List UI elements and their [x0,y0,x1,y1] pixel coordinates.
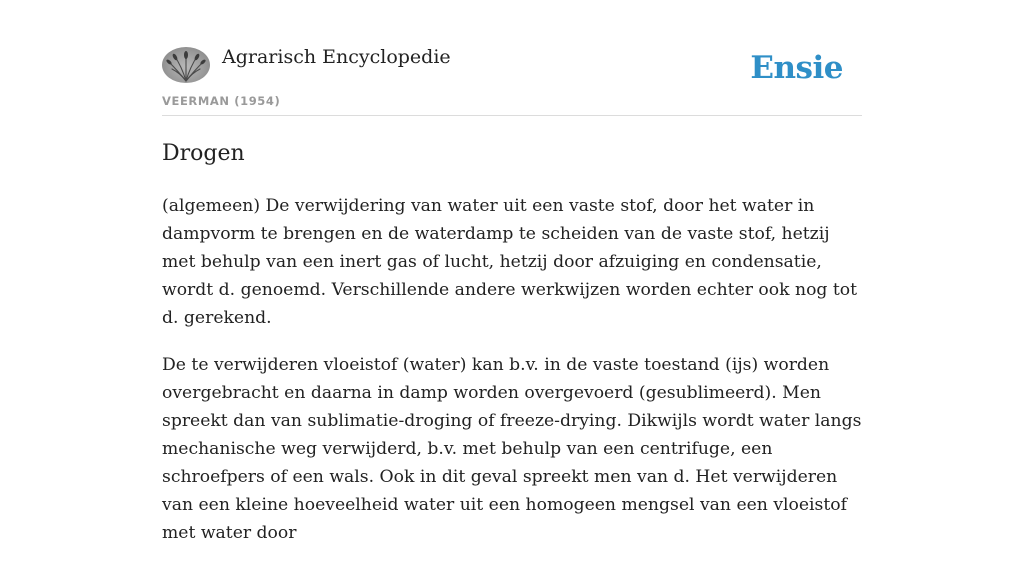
entry-paragraph: De te verwijderen vloeistof (water) kan b.v. in de vaste toestand (ijs) worden overgebracht en daarna in damp worden overgevoerd (gesublimeerd). Men spreekt dan van sublimatie-droging of freeze-drying. Dikwijls wordt water langs mechanische weg verwijderd, b.v. met behulp van een centrifuge, een schroefpers of een wals. Ook in dit geval spreekt men van d. Het verwijderen van een kleine hoeveelheid water uit een homogeen mengsel van een vloeistof met water door [162,355,862,543]
ensie-logo-link[interactable]: Ensie [750,50,843,86]
publication-title[interactable]: Agrarisch Encyclopedie [222,46,451,68]
entry-paragraph: (algemeen) De verwijdering van water uit een vaste stof, door het water in dampvorm te brengen en de waterdamp te scheiden van de vaste stof, hetzij met behulp van een inert gas of lucht, hetzij door afzuiging en condensatie, wordt d. genoemd. Verschillende andere werkwijzen worden echter ook nog tot d. gerekend. [162,196,858,328]
author-edition: VEERMAN (1954) [162,94,281,108]
entry-title: Drogen [162,141,245,166]
entry-content [162,138,862,566]
site-header [162,44,862,116]
wheat-sheaf-icon[interactable] [162,47,210,83]
